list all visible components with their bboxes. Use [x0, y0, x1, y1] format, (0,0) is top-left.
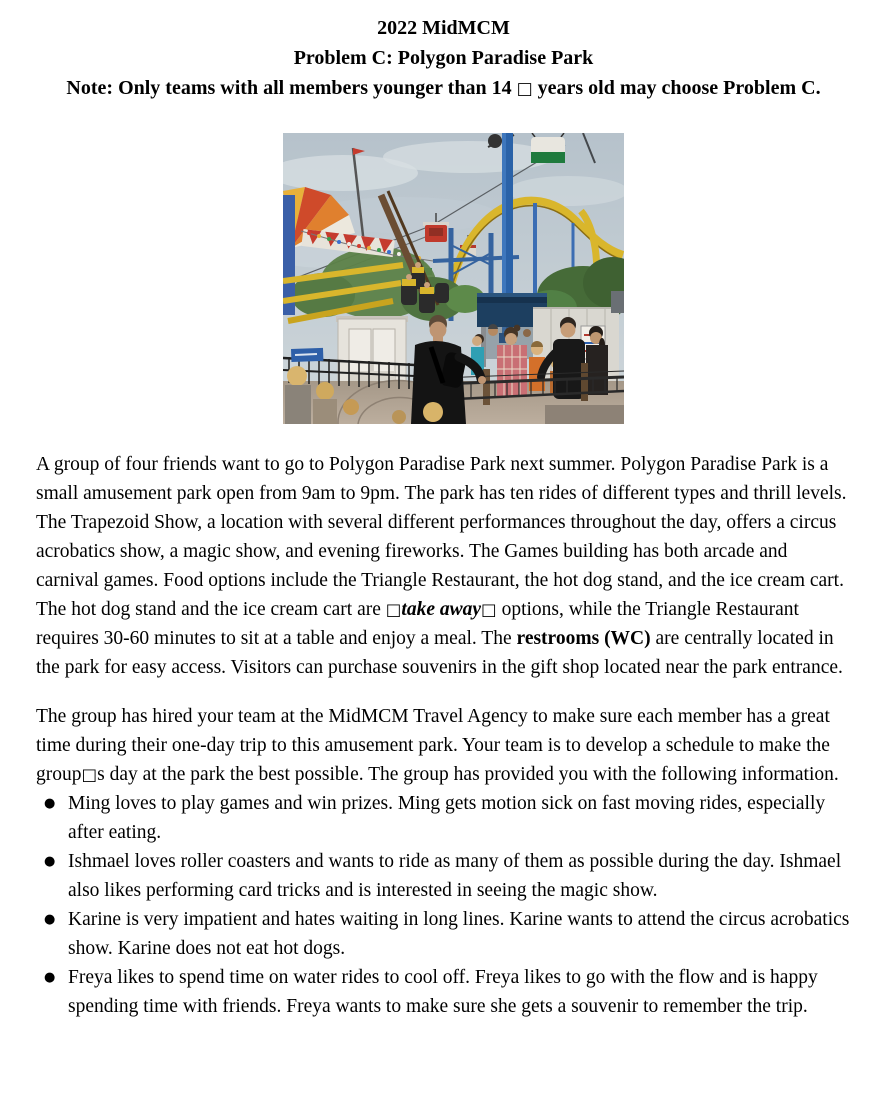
friends-list [36, 789, 851, 1021]
bullet-icon: ● [44, 970, 56, 985]
intro-text: are centrally located in the park for easy access. Visitors can purchase souvenirs in the gift shop located near the park entrance. [36, 628, 843, 678]
note-text-end: years old may choose Problem C. [532, 77, 821, 99]
intro-text: A group of four friends want to go to Polygon Paradise Park next summer. Polygon Paradise Park is a small amusement park open from 9am to 9pm. The park has ten rides of different types and thrill levels. The Trapezoid Show, a location with several different performances throughout the day, offers a circus acrobatics show, a magic show, and evening fireworks. The Games building has both arcade and carnival games. Food options include the Triangle Restaurant, the hot dog stand, and the ice cream cart. The hot dog stand and the ice cream cart are [36, 454, 847, 620]
note-line [0, 73, 887, 104]
title-problem: Problem C: Polygon Paradise Park [293, 47, 594, 69]
restrooms-bold: restrooms (WC) [516, 628, 651, 649]
list-item-freya [36, 963, 851, 1021]
list-item-text: Karine is very impatient and hates waiting in long lines. Karine wants to attend the circus acrobatics show. Karine does not eat hot dogs. [68, 909, 850, 959]
intro-paragraph [36, 450, 851, 682]
missing-glyph-box: □ [481, 600, 497, 619]
park-photo [283, 133, 624, 424]
bullet-icon: ● [44, 912, 56, 927]
title-year: 2022 MidMCM [377, 17, 510, 39]
document-body [36, 450, 851, 1021]
intro-text: options, while the Triangle Restaurant requires 30-60 minutes to sit at a table and enjoy a meal. The [36, 599, 799, 649]
list-item-ishmael [36, 847, 851, 905]
list-item-text: Ming loves to play games and win prizes. Ming gets motion sick on fast moving rides, especially after eating. [68, 793, 826, 843]
missing-glyph-box: □ [385, 600, 402, 619]
bullet-icon: ● [44, 796, 56, 811]
list-item-ming [36, 789, 851, 847]
task-paragraph [36, 702, 851, 789]
take-away-emphasis: take away [401, 599, 482, 620]
note-text: Note: Only teams with all members younger than 14 [66, 77, 517, 99]
list-item-karine [36, 905, 851, 963]
task-text: The group has hired your team at the MidMCM Travel Agency to make sure each member has a great time during their one-day trip to this amusement park. Your team is to develop a schedule to make the group [36, 706, 830, 785]
missing-glyph-box: □ [81, 765, 98, 784]
list-item-text: Ishmael loves roller coasters and wants to ride as many of them as possible during the day. Ishmael also likes performing card tricks and is interested in seeing the magic show. [68, 851, 842, 901]
missing-glyph-box: □ [516, 79, 533, 99]
task-text-end: s day at the park the best possible. The group has provided you with the following information. [97, 764, 839, 785]
list-item-text: Freya likes to spend time on water rides to cool off. Freya likes to go with the flow and is happy spending time with friends. Freya wants to make sure she gets a souvenir to remember the trip. [68, 967, 818, 1017]
bullet-icon: ● [44, 854, 56, 869]
document-header [0, 0, 887, 104]
